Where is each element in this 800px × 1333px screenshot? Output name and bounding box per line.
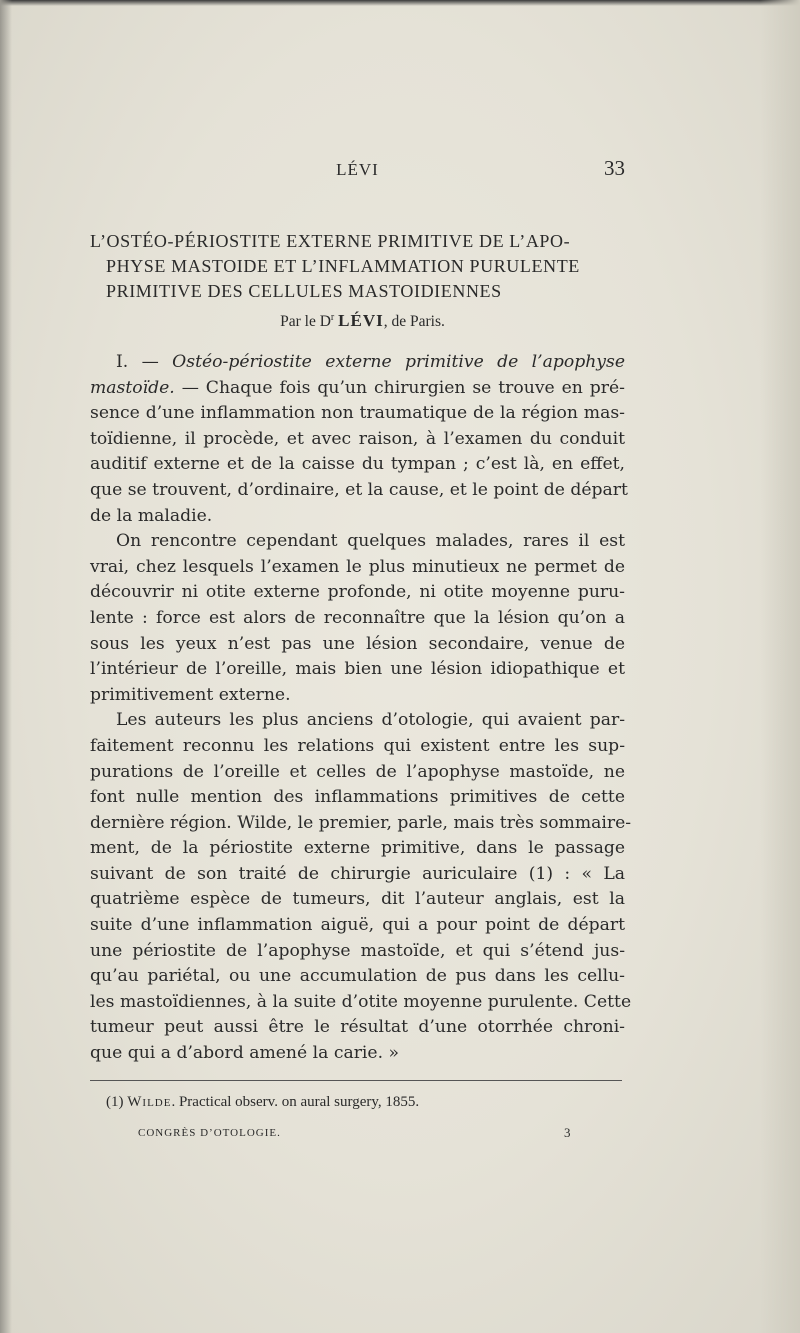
- text-line: suivant de son traité de chirurgie auriculaire (1) : « La: [90, 863, 625, 884]
- author-name: LÉVI: [338, 311, 384, 330]
- signature-number: 3: [564, 1125, 571, 1140]
- author-suffix: , de Paris.: [383, 313, 445, 330]
- text-line: découvrir ni otite externe profonde, ni otite moyenne puru-: [90, 582, 625, 603]
- text-line: vrai, chez lesquels l’examen le plus minutieux ne permet de: [90, 556, 625, 577]
- footnote-author: Wilde: [127, 1094, 172, 1110]
- signature-mark: CONGRÈS D’OTOLOGIE.: [138, 1127, 281, 1139]
- text-line: sence d’une inflammation non traumatique de la région mas-: [90, 403, 625, 424]
- author-sup: r: [330, 311, 335, 323]
- left-page-edge: [0, 0, 12, 1333]
- text-line: faitement reconnu les relations qui existent entre les sup-: [90, 735, 625, 756]
- text-line: l’intérieur de l’oreille, mais bien une lésion idiopathique et: [90, 659, 625, 680]
- text-line: Les auteurs les plus anciens d’otologie, qui avaient par-: [116, 710, 625, 731]
- text-line: ment, de la périostite externe primitive, dans le passage: [90, 838, 625, 859]
- running-head-title: LÉVI: [336, 160, 379, 179]
- text-line: primitivement externe.: [90, 684, 291, 705]
- footnote-marker: (1): [106, 1094, 128, 1110]
- text-line: que se trouvent, d’ordinaire, et la cause, et le point de départ: [90, 479, 628, 500]
- footnote-text: . Practical observ. on aural surgery, 1855.: [171, 1094, 420, 1110]
- text-line: suite d’une inflammation aiguë, qui a pour point de départ: [90, 915, 625, 936]
- top-edge-shadow: [0, 0, 800, 6]
- page-number: 33: [604, 156, 625, 180]
- footnote: [106, 1094, 419, 1111]
- section-heading: Ostéo-périostite externe primitive de l’apophyse: [172, 352, 625, 372]
- text-line: sous les yeux n’est pas une lésion secondaire, venue de: [90, 633, 625, 654]
- section-heading-line-2: [90, 376, 625, 402]
- author-line: [90, 311, 635, 331]
- text-line: une périostite de l’apophyse mastoïde, et qui s’étend jus-: [90, 940, 625, 961]
- text-line: qu’au pariétal, ou une accumulation de pus dans les cellu-: [90, 966, 625, 987]
- title-line: PHYSE MASTOIDE ET L’INFLAMMATION PURULENTE: [106, 256, 580, 276]
- text-line: On rencontre cependant quelques malades, rares il est: [116, 531, 625, 552]
- title-line: L’OSTÉO-PÉRIOSTITE EXTERNE PRIMITIVE DE L’APO-: [90, 231, 571, 251]
- text-line: de la maladie.: [90, 505, 213, 526]
- text-line: purations de l’oreille et celles de l’apophyse mastoïde, ne: [90, 761, 625, 782]
- section-heading-line: [90, 350, 625, 376]
- right-page-edge: [760, 0, 800, 1333]
- text-line: auditif externe et de la caisse du tympan ; c’est là, en effet,: [90, 454, 625, 475]
- text-line: quatrième espèce de tumeurs, dit l’auteur anglais, est la: [90, 889, 625, 910]
- section-heading-end: mastoïde.: [90, 377, 175, 398]
- title-line: PRIMITIVE DES CELLULES MASTOIDIENNES: [106, 281, 502, 301]
- body-text: [90, 350, 632, 1067]
- paragraph-text: — Chaque fois qu’un chirurgien se trouve en pré-: [174, 377, 625, 398]
- section-number: I. —: [116, 352, 173, 372]
- article-title: [90, 229, 635, 304]
- footnote-rule: [90, 1080, 622, 1081]
- text-line: font nulle mention des inflammations primitives de cette: [90, 787, 625, 808]
- text-line: toïdienne, il procède, et avec raison, à l’examen du conduit: [90, 428, 625, 449]
- text-line: lente : force est alors de reconnaître que la lésion qu’on a: [90, 607, 625, 628]
- text-line: les mastoïdiennes, à la suite d’otite moyenne purulente. Cette: [90, 991, 632, 1012]
- text-line: que qui a d’abord amené la carie. »: [90, 1043, 400, 1064]
- running-head: [90, 156, 625, 190]
- author-prefix: Par le D: [280, 313, 331, 330]
- text-line: dernière région. Wilde, le premier, parle, mais très sommaire-: [90, 812, 632, 833]
- text-line: tumeur peut aussi être le résultat d’une otorrhée chroni-: [90, 1017, 625, 1038]
